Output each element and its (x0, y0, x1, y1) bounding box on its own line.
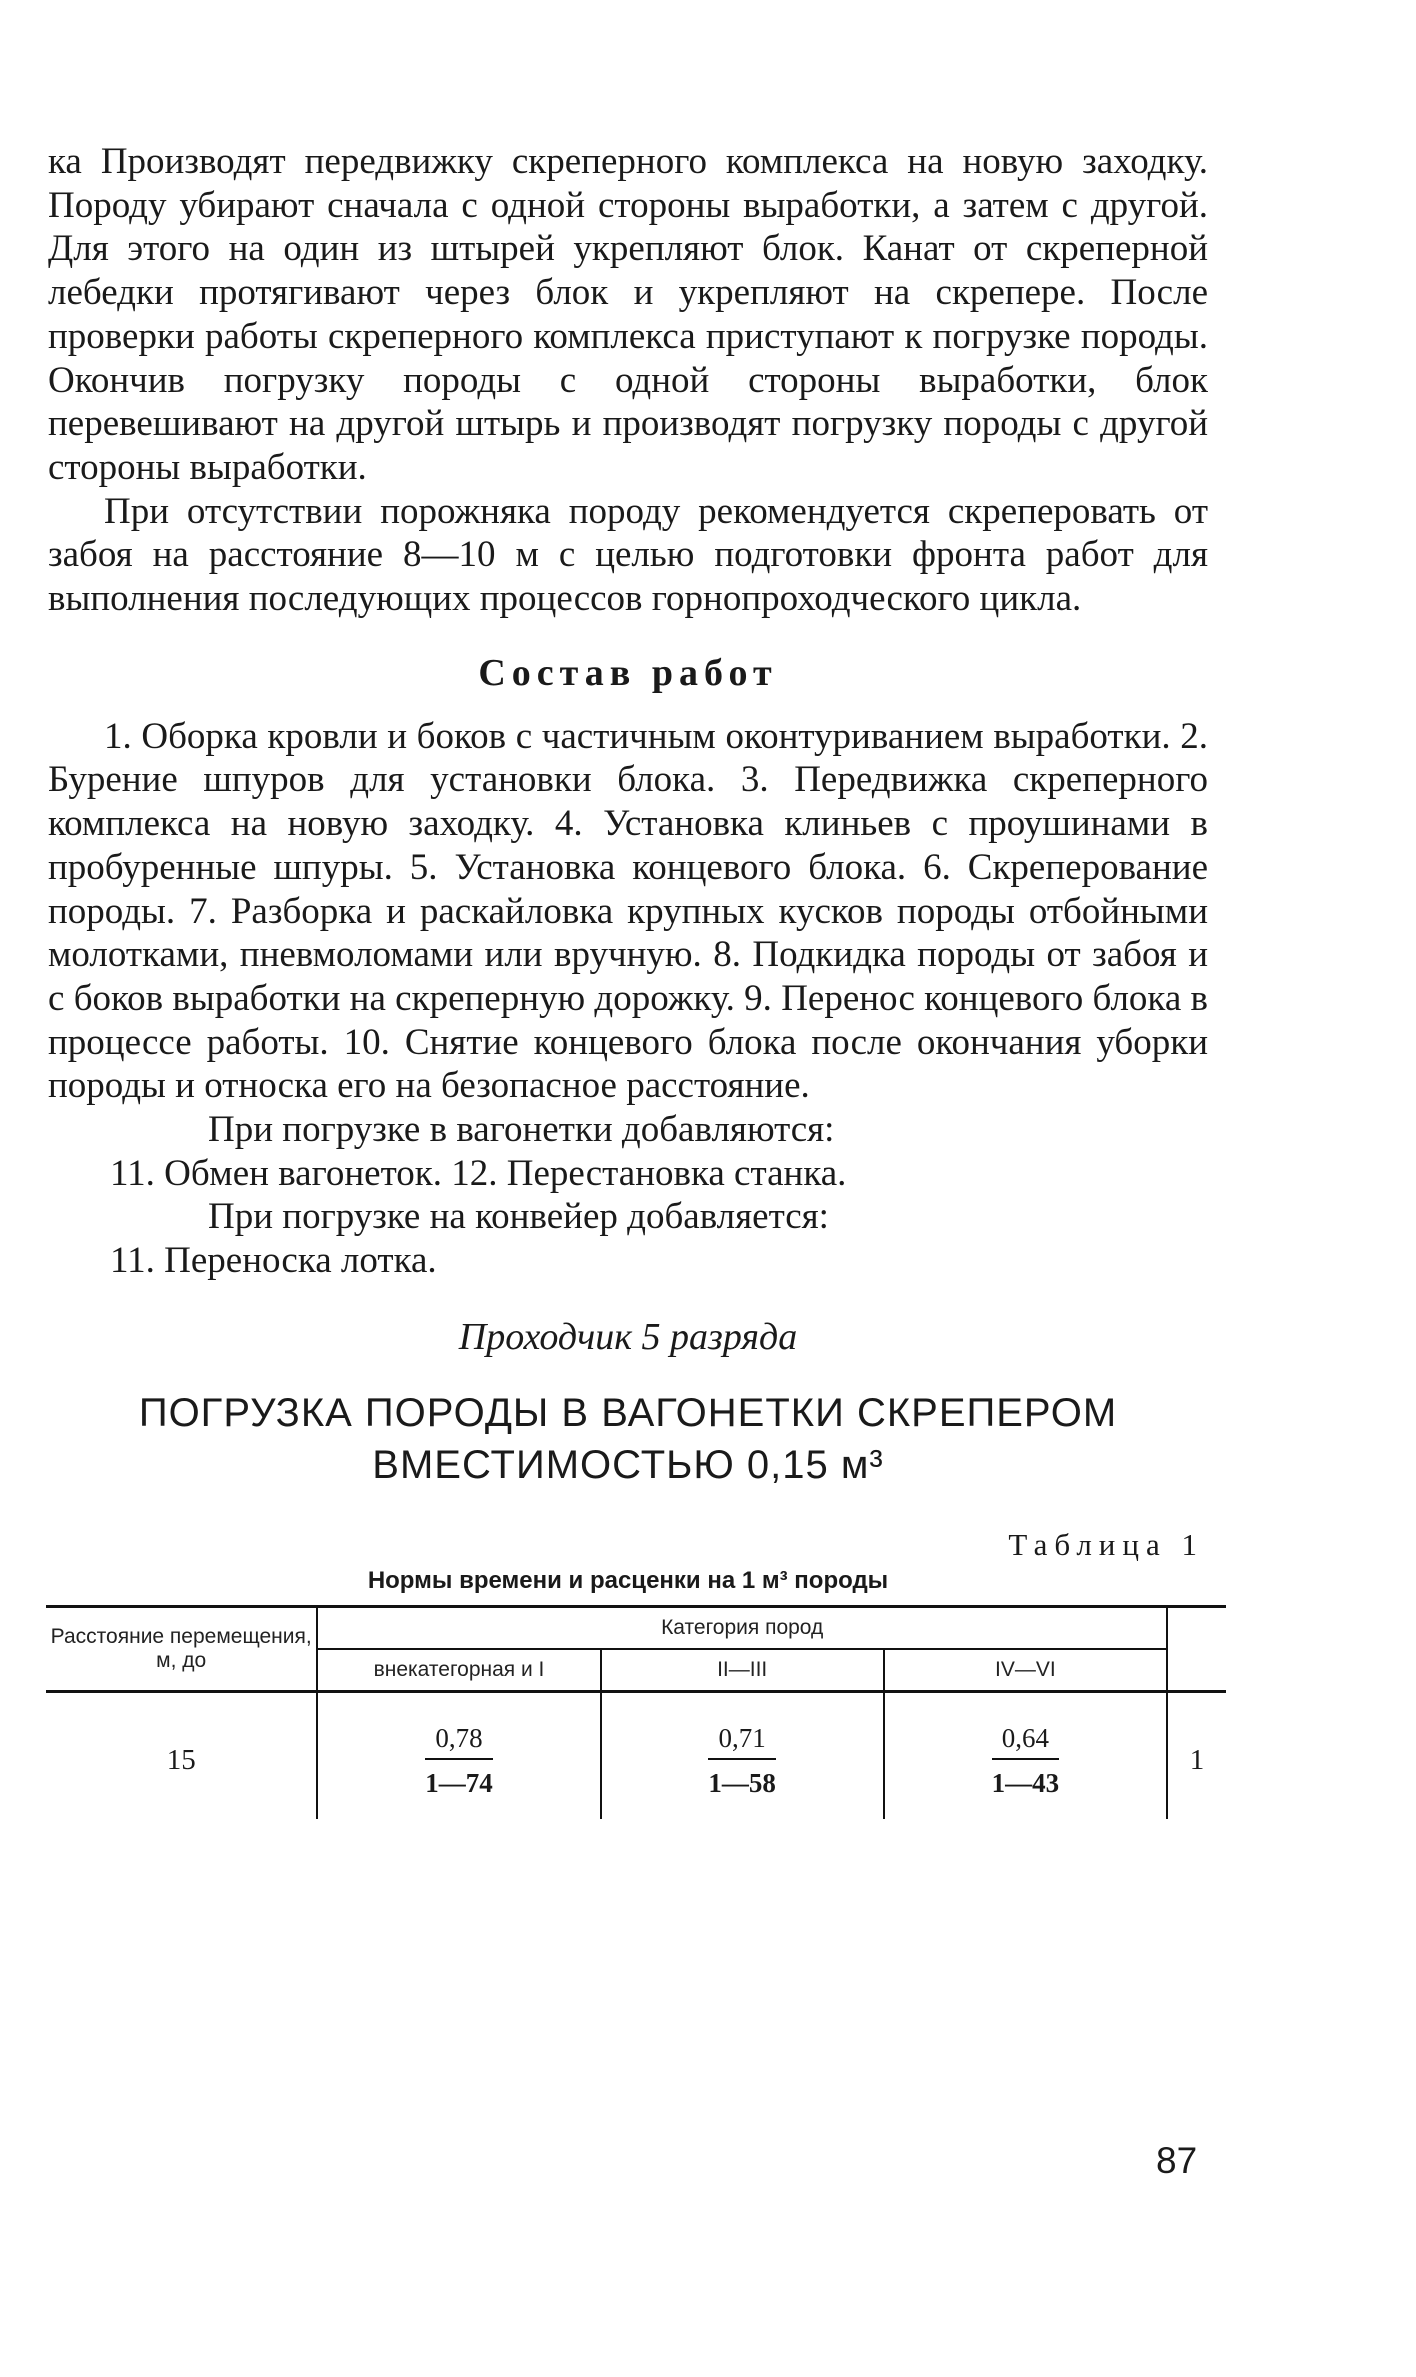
column-header-cat-1: внекатегорная и I (317, 1649, 600, 1692)
norms-table (46, 1605, 1226, 1819)
wagons-intro: При погрузке в вагонетки добавляются: (208, 1109, 835, 1151)
rate: 1—43 (991, 1767, 1060, 1798)
time-norm: 0,78 (425, 1723, 493, 1760)
wagons-items: 11. Обмен вагонеток. 12. Перестановка станка. (110, 1152, 847, 1194)
time-norm: 0,64 (992, 1723, 1060, 1760)
paragraph-scraper-move: ка Производят передвижку скреперного комплекса на новую заходку. Породу убирают сначала с одной стороны выработки, а затем с другой. Для этого на один из штырей укрепляют блок. Канат от скреперной лебедки протягивают через блок и укрепляют на скрепере. После проверки работы скреперного комплекса приступают к погрузке породы. Окончив погрузку породы с одной стороны выработки, блок перевешивают на другой штырь и производят погрузку породы с другой стороны выработки. (48, 141, 1208, 488)
composition-heading: Состав работ (478, 651, 778, 694)
column-header-index (1167, 1606, 1226, 1691)
row-index: 1 (1189, 1744, 1205, 1777)
column-header-category: Категория пород (317, 1606, 1167, 1649)
cell-distance (46, 1691, 317, 1819)
page-number: 87 (1156, 2140, 1198, 2181)
conveyor-intro: При погрузке на конвейер добавляется: (208, 1196, 829, 1238)
cell-cat-1 (317, 1691, 600, 1819)
table-row (46, 1691, 1226, 1819)
rate: 1—74 (425, 1767, 493, 1798)
cell-index (1167, 1691, 1226, 1819)
distance-value: 15 (166, 1744, 196, 1777)
table-title: Нормы времени и расценки на 1 м³ породы (367, 1566, 889, 1594)
fraction (708, 1723, 776, 1799)
time-norm: 0,71 (708, 1723, 776, 1760)
composition-text: 1. Оборка кровли и боков с частичным оконтуриванием выработки. 2. Бурение шпуров для установки блока. 3. Передвижка скреперного комплекса на новую заходку. 4. Установка клиньев с проушинами в пробуренные шпуры. 5. Установка концевого блока. 6. Скреперование породы. 7. Разборка и раскайловка крупных кусков породы отбойными молотками, пневмоломами или вручную. 8. Подкидка породы от забоя и с боков выработки на скреперную дорожку. 9. Перенос концевого блока в процессе работы. 10. Снятие концевого блока после окончания уборки породы и относка его на безопасное расстояние. (48, 715, 1208, 1107)
column-header-distance: Расстояние перемещения, м, до (46, 1606, 317, 1691)
column-header-cat-2: II—III (601, 1649, 884, 1692)
fraction (425, 1723, 493, 1799)
page-content (48, 140, 1208, 1819)
paragraph-no-empty-cars: При отсутствии порожняка породу рекомендуется скреперовать от забоя на расстояние 8—10 м с целью подготовки фронта работ для выполнения последующих процессов горнопроходческого цикла. (48, 490, 1208, 620)
section-title-line1: ПОГРУЗКА ПОРОДЫ В ВАГОНЕТКИ СКРЕПЕРОМ (138, 1390, 1118, 1435)
rate: 1—58 (708, 1767, 776, 1798)
table-label: Таблица 1 (1008, 1526, 1204, 1562)
conveyor-items: 11. Переноска лотка. (110, 1240, 437, 1282)
fraction (992, 1723, 1060, 1799)
column-header-cat-3: IV—VI (884, 1649, 1167, 1692)
cell-cat-3 (884, 1691, 1167, 1819)
section-title-line2: ВМЕСТИМОСТЬЮ 0,15 м³ (372, 1442, 884, 1487)
cell-cat-2 (601, 1691, 884, 1819)
worker-grade: Проходчик 5 разряда (458, 1315, 798, 1358)
